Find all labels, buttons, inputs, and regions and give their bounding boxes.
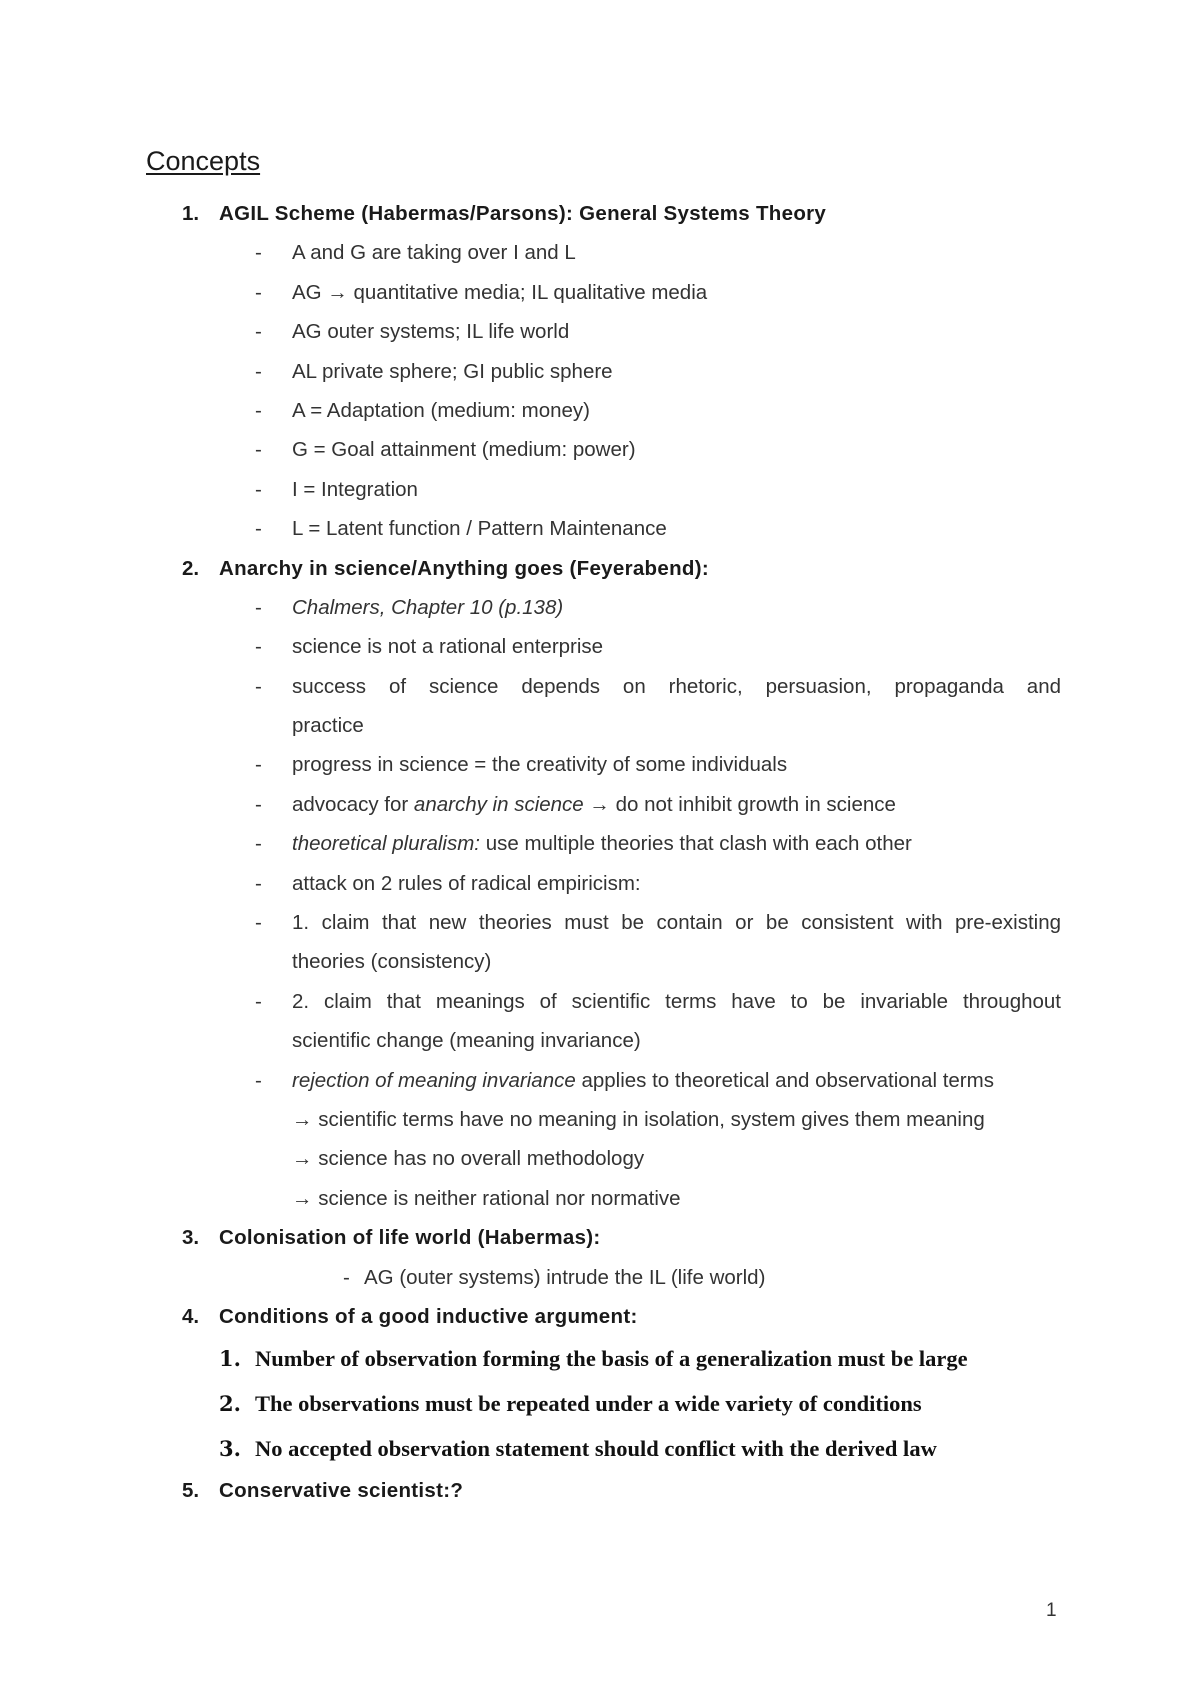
condition-item [0,1426,1200,1471]
bullet-item [0,233,1200,272]
bullet-item [0,627,1200,666]
section-number: 3. [182,1226,200,1250]
condition-text: No accepted observation statement should conflict with the derived law [255,1436,937,1462]
arrow-text: → science is neither rational nor normative [292,1186,681,1210]
section-number: 4. [182,1304,200,1328]
bullet-item [0,745,1200,784]
arrow-text: → science has no overall methodology [292,1147,645,1171]
section-number: 1. [182,202,200,225]
bullet-continuation [0,706,1200,745]
bullet-text: progress in science = the creativity of some individuals [292,753,788,777]
bullet-continuation [0,942,1200,981]
bullet-text-plain: advocacy for [292,792,414,816]
arrow-text: → scientific terms have no meaning in isolation, system gives them meaning [292,1107,985,1131]
condition-number: 3. [219,1436,241,1462]
section-number: 5. [182,1479,200,1503]
section-heading: AGIL Scheme (Habermas/Parsons): General Systems Theory [219,202,827,225]
bullet-dash: - [255,595,262,619]
bullet-item [0,352,1200,391]
bullet-dash: - [255,477,262,501]
section-heading: Conditions of a good inductive argument: [219,1304,638,1328]
bullet-dash: - [255,517,262,541]
bullet-dash: - [255,832,262,856]
condition-item [0,1381,1200,1426]
bullet-dash: - [255,911,262,935]
section-5-heading-row [0,1471,1200,1510]
section-2-heading-row [0,549,1200,588]
bullet-item [0,312,1200,351]
bullet-text-continued: practice [292,714,364,738]
bullet-item [0,273,1200,312]
bullet-text: science is not a rational enterprise [292,635,604,659]
bullet-dash: - [255,674,262,698]
bullet-text: A and G are taking over I and L [292,241,576,265]
bullet-text: AG → quantitative media; IL qualitative media [292,280,708,304]
bullet-text: AL private sphere; GI public sphere [292,359,613,383]
bullet-text: AG outer systems; IL life world [292,320,570,344]
bullet-text-continued: theories (consistency) [292,950,492,974]
bullet-text: success of science depends on rhetoric, persuasion, propaganda and [292,674,1061,698]
arrow-line [0,1179,1200,1218]
bullet-text: L = Latent function / Pattern Maintenance [292,517,667,541]
bullet-text-plain: use multiple theories that clash with each other [480,832,912,856]
emphasis-text: anarchy in science [413,792,584,816]
bullet-text: AG (outer systems) intrude the IL (life world) [364,1265,766,1289]
bullet-text-continued: scientific change (meaning invariance) [292,1029,641,1053]
emphasis-text: rejection of meaning invariance [292,1068,576,1092]
bullet-text [292,824,912,863]
concepts-list [0,194,1200,1511]
bullet-item [0,1061,1200,1100]
bullet-item [0,667,1200,706]
section-4-heading-row [0,1297,1200,1336]
condition-item [0,1336,1200,1381]
bullet-text: A = Adaptation (medium: money) [292,398,590,422]
bullet-dash: - [255,753,262,777]
bullet-text: 1. claim that new theories must be contain or be consistent with pre-existing [292,911,1061,935]
bullet-dash: - [255,1068,262,1092]
section-number: 2. [182,556,200,580]
bullet-dash: - [343,1265,350,1289]
bullet-dash: - [255,241,262,265]
condition-text: The observations must be repeated under a wide variety of conditions [255,1391,922,1417]
emphasis-text: theoretical pluralism: [292,832,480,856]
condition-number: 2. [219,1391,241,1417]
arrow-line [0,1100,1200,1139]
bullet-dash: - [255,280,262,304]
bullet-item [0,785,1200,824]
bullet-dash: - [255,320,262,344]
section-heading: Conservative scientist:? [219,1479,464,1503]
bullet-dash: - [255,398,262,422]
arrow-line [0,1139,1200,1178]
bullet-item [0,430,1200,469]
bullet-item [0,824,1200,863]
bullet-text-plain: → do not inhibit growth in science [583,792,896,816]
bullet-item [0,588,1200,627]
bullet-dash: - [255,359,262,383]
bullet-text: G = Goal attainment (medium: power) [292,438,636,462]
bullet-text: I = Integration [292,477,418,501]
bullet-text: 2. claim that meanings of scientific terms have to be invariable throughout [292,989,1061,1013]
page-title: Concepts [146,146,261,176]
bullet-text [292,785,896,824]
citation-text: Chalmers, Chapter 10 (p.138) [292,595,564,619]
bullet-continuation [0,1021,1200,1060]
bullet-dash: - [255,438,262,462]
condition-text: Number of observation forming the basis of a generalization must be large [255,1346,968,1372]
section-3-heading-row [0,1218,1200,1257]
bullet-item [0,391,1200,430]
section-heading: Anarchy in science/Anything goes (Feyerabend): [219,556,709,580]
section-heading: Colonisation of life world (Habermas): [219,1226,601,1250]
bullet-text: attack on 2 rules of radical empiricism: [292,871,641,895]
bullet-dash: - [255,635,262,659]
bullet-dash: - [255,871,262,895]
bullet-item [0,1258,1200,1297]
condition-number: 1. [219,1346,241,1372]
section-1-heading-row [0,194,1200,233]
bullet-dash: - [255,792,262,816]
bullet-item [0,509,1200,548]
bullet-text-plain: applies to theoretical and observational terms [575,1068,994,1092]
bullet-item [0,982,1200,1021]
bullet-item [0,903,1200,942]
page-number: 1 [1046,1600,1057,1621]
bullet-item [0,470,1200,509]
bullet-dash: - [255,989,262,1013]
bullet-item [0,864,1200,903]
bullet-text [292,1061,994,1100]
